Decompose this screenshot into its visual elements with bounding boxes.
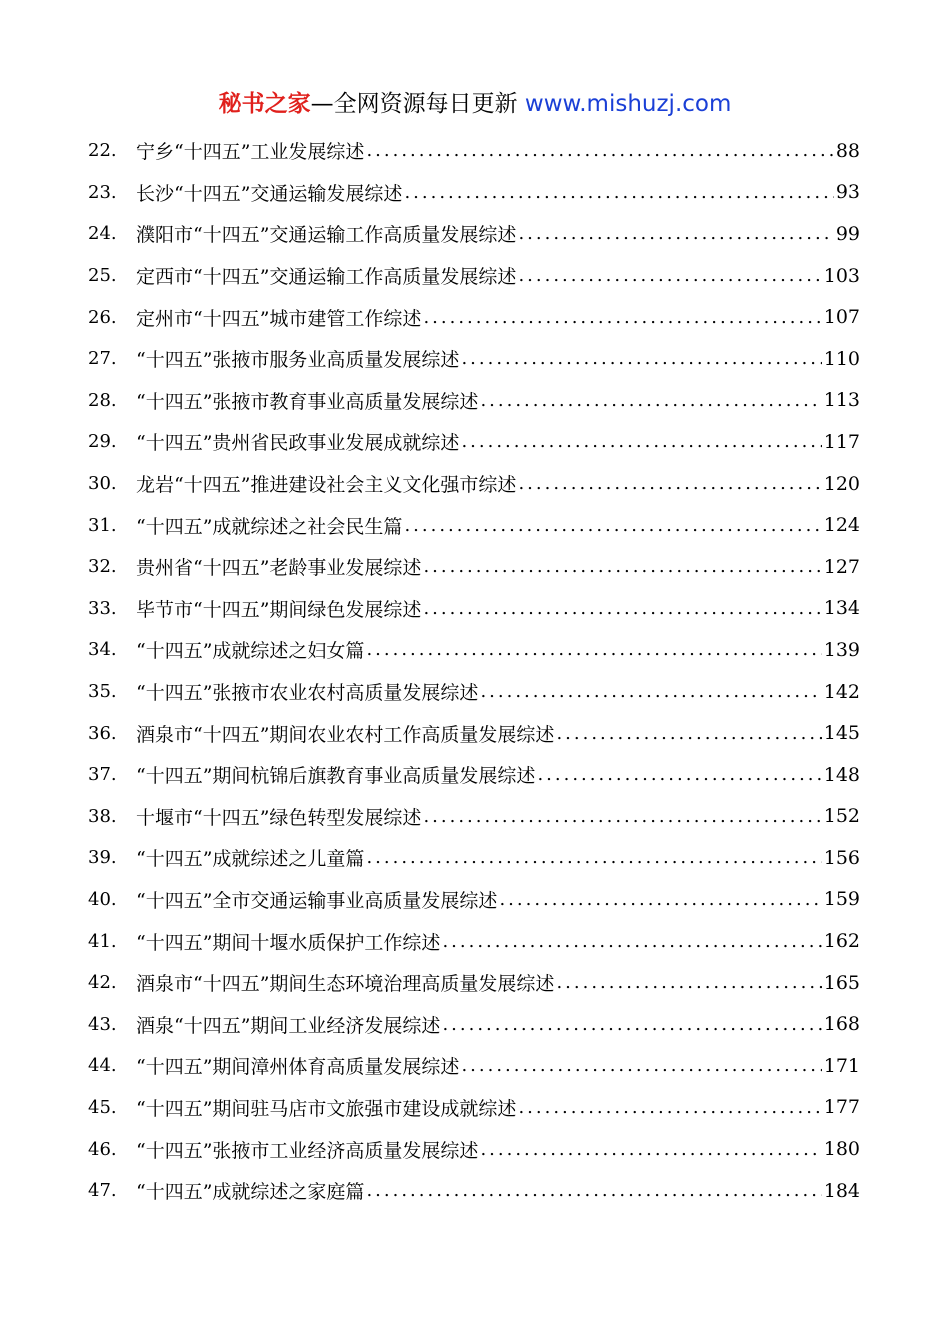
- entry-page-number: 162: [823, 930, 860, 953]
- toc-entry[interactable]: [88, 1087, 860, 1129]
- entry-page-number: 93: [835, 181, 860, 204]
- dot-leader: [480, 1139, 821, 1160]
- dot-leader: [404, 515, 821, 536]
- entry-title: “十四五”成就综述之妇女篇: [136, 640, 365, 663]
- dot-leader: [480, 390, 821, 411]
- entry-number: 22.: [88, 140, 117, 162]
- dot-leader: [404, 182, 833, 203]
- toc-entry[interactable]: [88, 504, 860, 546]
- toc-entry[interactable]: [88, 879, 860, 921]
- toc-entry[interactable]: [88, 629, 860, 671]
- entry-page-number: 145: [823, 722, 860, 745]
- entry-number: 40.: [88, 888, 117, 910]
- entry-number: 47.: [88, 1180, 117, 1202]
- entry-page-number: 117: [823, 430, 860, 453]
- dot-leader: [366, 847, 821, 868]
- entry-number: 28.: [88, 389, 117, 411]
- entry-title: 酒泉“十四五”期间工业经济发展综述: [136, 1014, 441, 1037]
- dot-leader: [556, 723, 821, 744]
- dot-leader: [461, 431, 821, 452]
- dot-leader: [366, 1180, 821, 1201]
- dot-leader: [366, 639, 821, 660]
- dot-leader: [518, 265, 821, 286]
- entry-title: “十四五”张掖市工业经济高质量发展综述: [136, 1139, 479, 1162]
- entry-number: 42.: [88, 972, 117, 994]
- dot-leader: [461, 348, 821, 369]
- entry-title: 十堰市“十四五”绿色转型发展综述: [136, 806, 422, 829]
- entry-number: 27.: [88, 348, 117, 370]
- entry-number: 31.: [88, 514, 117, 536]
- entry-title: “十四五”期间杭锦后旗教育事业高质量发展综述: [136, 765, 536, 788]
- entry-page-number: 88: [835, 139, 860, 162]
- entry-page-number: 103: [823, 264, 860, 287]
- toc-entry[interactable]: [88, 463, 860, 505]
- toc-entry[interactable]: [88, 296, 860, 338]
- toc-entry[interactable]: [88, 338, 860, 380]
- entry-page-number: 134: [823, 597, 860, 620]
- entry-number: 34.: [88, 639, 117, 661]
- entry-page-number: 156: [823, 846, 860, 869]
- entry-title: “十四五”张掖市服务业高质量发展综述: [136, 349, 460, 372]
- entry-title: “十四五”成就综述之儿童篇: [136, 848, 365, 871]
- dot-leader: [423, 598, 821, 619]
- dot-leader: [366, 140, 833, 161]
- entry-title: “十四五”成就综述之家庭篇: [136, 1181, 365, 1204]
- entry-page-number: 168: [823, 1013, 860, 1036]
- entry-number: 46.: [88, 1138, 117, 1160]
- entry-page-number: 159: [823, 888, 860, 911]
- entry-title: “十四五”贵州省民政事业发展成就综述: [136, 432, 460, 455]
- entry-page-number: 124: [823, 514, 860, 537]
- entry-number: 39.: [88, 847, 117, 869]
- entry-page-number: 110: [823, 347, 860, 370]
- dot-leader: [423, 307, 821, 328]
- dot-leader: [518, 223, 833, 244]
- brand-name: 秘书之家: [218, 91, 311, 117]
- entry-title: 酒泉市“十四五”期间农业农村工作高质量发展综述: [136, 723, 555, 746]
- entry-page-number: 148: [823, 763, 860, 786]
- entry-title: 酒泉市“十四五”期间生态环境治理高质量发展综述: [136, 973, 555, 996]
- entry-number: 44.: [88, 1055, 117, 1077]
- entry-page-number: 139: [823, 638, 860, 661]
- entry-page-number: 177: [823, 1096, 860, 1119]
- entry-title: “十四五”期间十堰水质保护工作综述: [136, 931, 441, 954]
- toc-entry[interactable]: [88, 588, 860, 630]
- dot-leader: [423, 556, 821, 577]
- header-tagline: —全网资源每日更新: [310, 91, 518, 117]
- entry-page-number: 113: [823, 389, 860, 412]
- entry-title: “十四五”全市交通运输事业高质量发展综述: [136, 889, 498, 912]
- entry-title: 龙岩“十四五”推进建设社会主义文化强市综述: [136, 474, 517, 497]
- dot-leader: [499, 889, 821, 910]
- toc-entry[interactable]: [88, 754, 860, 796]
- toc-entry[interactable]: [88, 837, 860, 879]
- toc-entry[interactable]: [88, 920, 860, 962]
- entry-title: 毕节市“十四五”期间绿色发展综述: [136, 598, 422, 621]
- toc-entry[interactable]: [88, 1128, 860, 1170]
- dot-leader: [423, 806, 821, 827]
- toc-entry[interactable]: [88, 962, 860, 1004]
- toc-entry[interactable]: [88, 213, 860, 255]
- entry-title: 定州市“十四五”城市建管工作综述: [136, 307, 422, 330]
- entry-page-number: 184: [823, 1179, 860, 1202]
- dot-leader: [518, 473, 821, 494]
- toc-entry[interactable]: [88, 130, 860, 172]
- toc-entry[interactable]: [88, 546, 860, 588]
- dot-leader: [556, 972, 821, 993]
- toc-entry[interactable]: [88, 421, 860, 463]
- entry-number: 45.: [88, 1096, 117, 1118]
- entry-title: “十四五”张掖市农业农村高质量发展综述: [136, 682, 479, 705]
- dot-leader: [537, 764, 821, 785]
- entry-number: 29.: [88, 431, 117, 453]
- entry-number: 37.: [88, 764, 117, 786]
- entry-number: 24.: [88, 223, 117, 245]
- entry-page-number: 142: [823, 680, 860, 703]
- entry-title: 濮阳市“十四五”交通运输工作高质量发展综述: [136, 224, 517, 247]
- entry-number: 25.: [88, 265, 117, 287]
- entry-page-number: 127: [823, 555, 860, 578]
- entry-page-number: 171: [823, 1054, 860, 1077]
- entry-page-number: 152: [823, 805, 860, 828]
- entry-number: 35.: [88, 681, 117, 703]
- entry-title: “十四五”期间漳州体育高质量发展综述: [136, 1056, 460, 1079]
- entry-number: 32.: [88, 556, 117, 578]
- toc-entry[interactable]: [88, 796, 860, 838]
- toc-entry[interactable]: [88, 380, 860, 422]
- entry-number: 33.: [88, 597, 117, 619]
- table-of-contents: [88, 130, 860, 1211]
- entry-page-number: 99: [835, 222, 860, 245]
- entry-number: 26.: [88, 306, 117, 328]
- website-link[interactable]: www.mishuzj.com: [524, 91, 732, 117]
- entry-number: 30.: [88, 473, 117, 495]
- toc-entry[interactable]: [88, 671, 860, 713]
- page-header: [0, 88, 950, 120]
- toc-entry[interactable]: [88, 712, 860, 754]
- entry-title: 贵州省“十四五”老龄事业发展综述: [136, 557, 422, 580]
- entry-page-number: 120: [823, 472, 860, 495]
- toc-entry[interactable]: [88, 1170, 860, 1212]
- dot-leader: [461, 1055, 821, 1076]
- dot-leader: [480, 681, 821, 702]
- dot-leader: [442, 931, 821, 952]
- entry-page-number: 165: [823, 971, 860, 994]
- entry-number: 38.: [88, 805, 117, 827]
- entry-number: 41.: [88, 930, 117, 952]
- entry-title: 宁乡“十四五”工业发展综述: [136, 141, 365, 164]
- entry-title: 定西市“十四五”交通运输工作高质量发展综述: [136, 266, 517, 289]
- toc-entry[interactable]: [88, 1045, 860, 1087]
- entry-title: “十四五”期间驻马店市文旅强市建设成就综述: [136, 1097, 517, 1120]
- entry-number: 23.: [88, 181, 117, 203]
- entry-title: “十四五”成就综述之社会民生篇: [136, 515, 403, 538]
- dot-leader: [442, 1014, 821, 1035]
- entry-page-number: 180: [823, 1138, 860, 1161]
- entry-number: 36.: [88, 722, 117, 744]
- toc-entry[interactable]: [88, 255, 860, 297]
- entry-page-number: 107: [823, 306, 860, 329]
- toc-entry[interactable]: [88, 172, 860, 214]
- toc-entry[interactable]: [88, 1003, 860, 1045]
- entry-title: “十四五”张掖市教育事业高质量发展综述: [136, 390, 479, 413]
- entry-title: 长沙“十四五”交通运输发展综述: [136, 182, 403, 205]
- entry-number: 43.: [88, 1013, 117, 1035]
- dot-leader: [518, 1097, 821, 1118]
